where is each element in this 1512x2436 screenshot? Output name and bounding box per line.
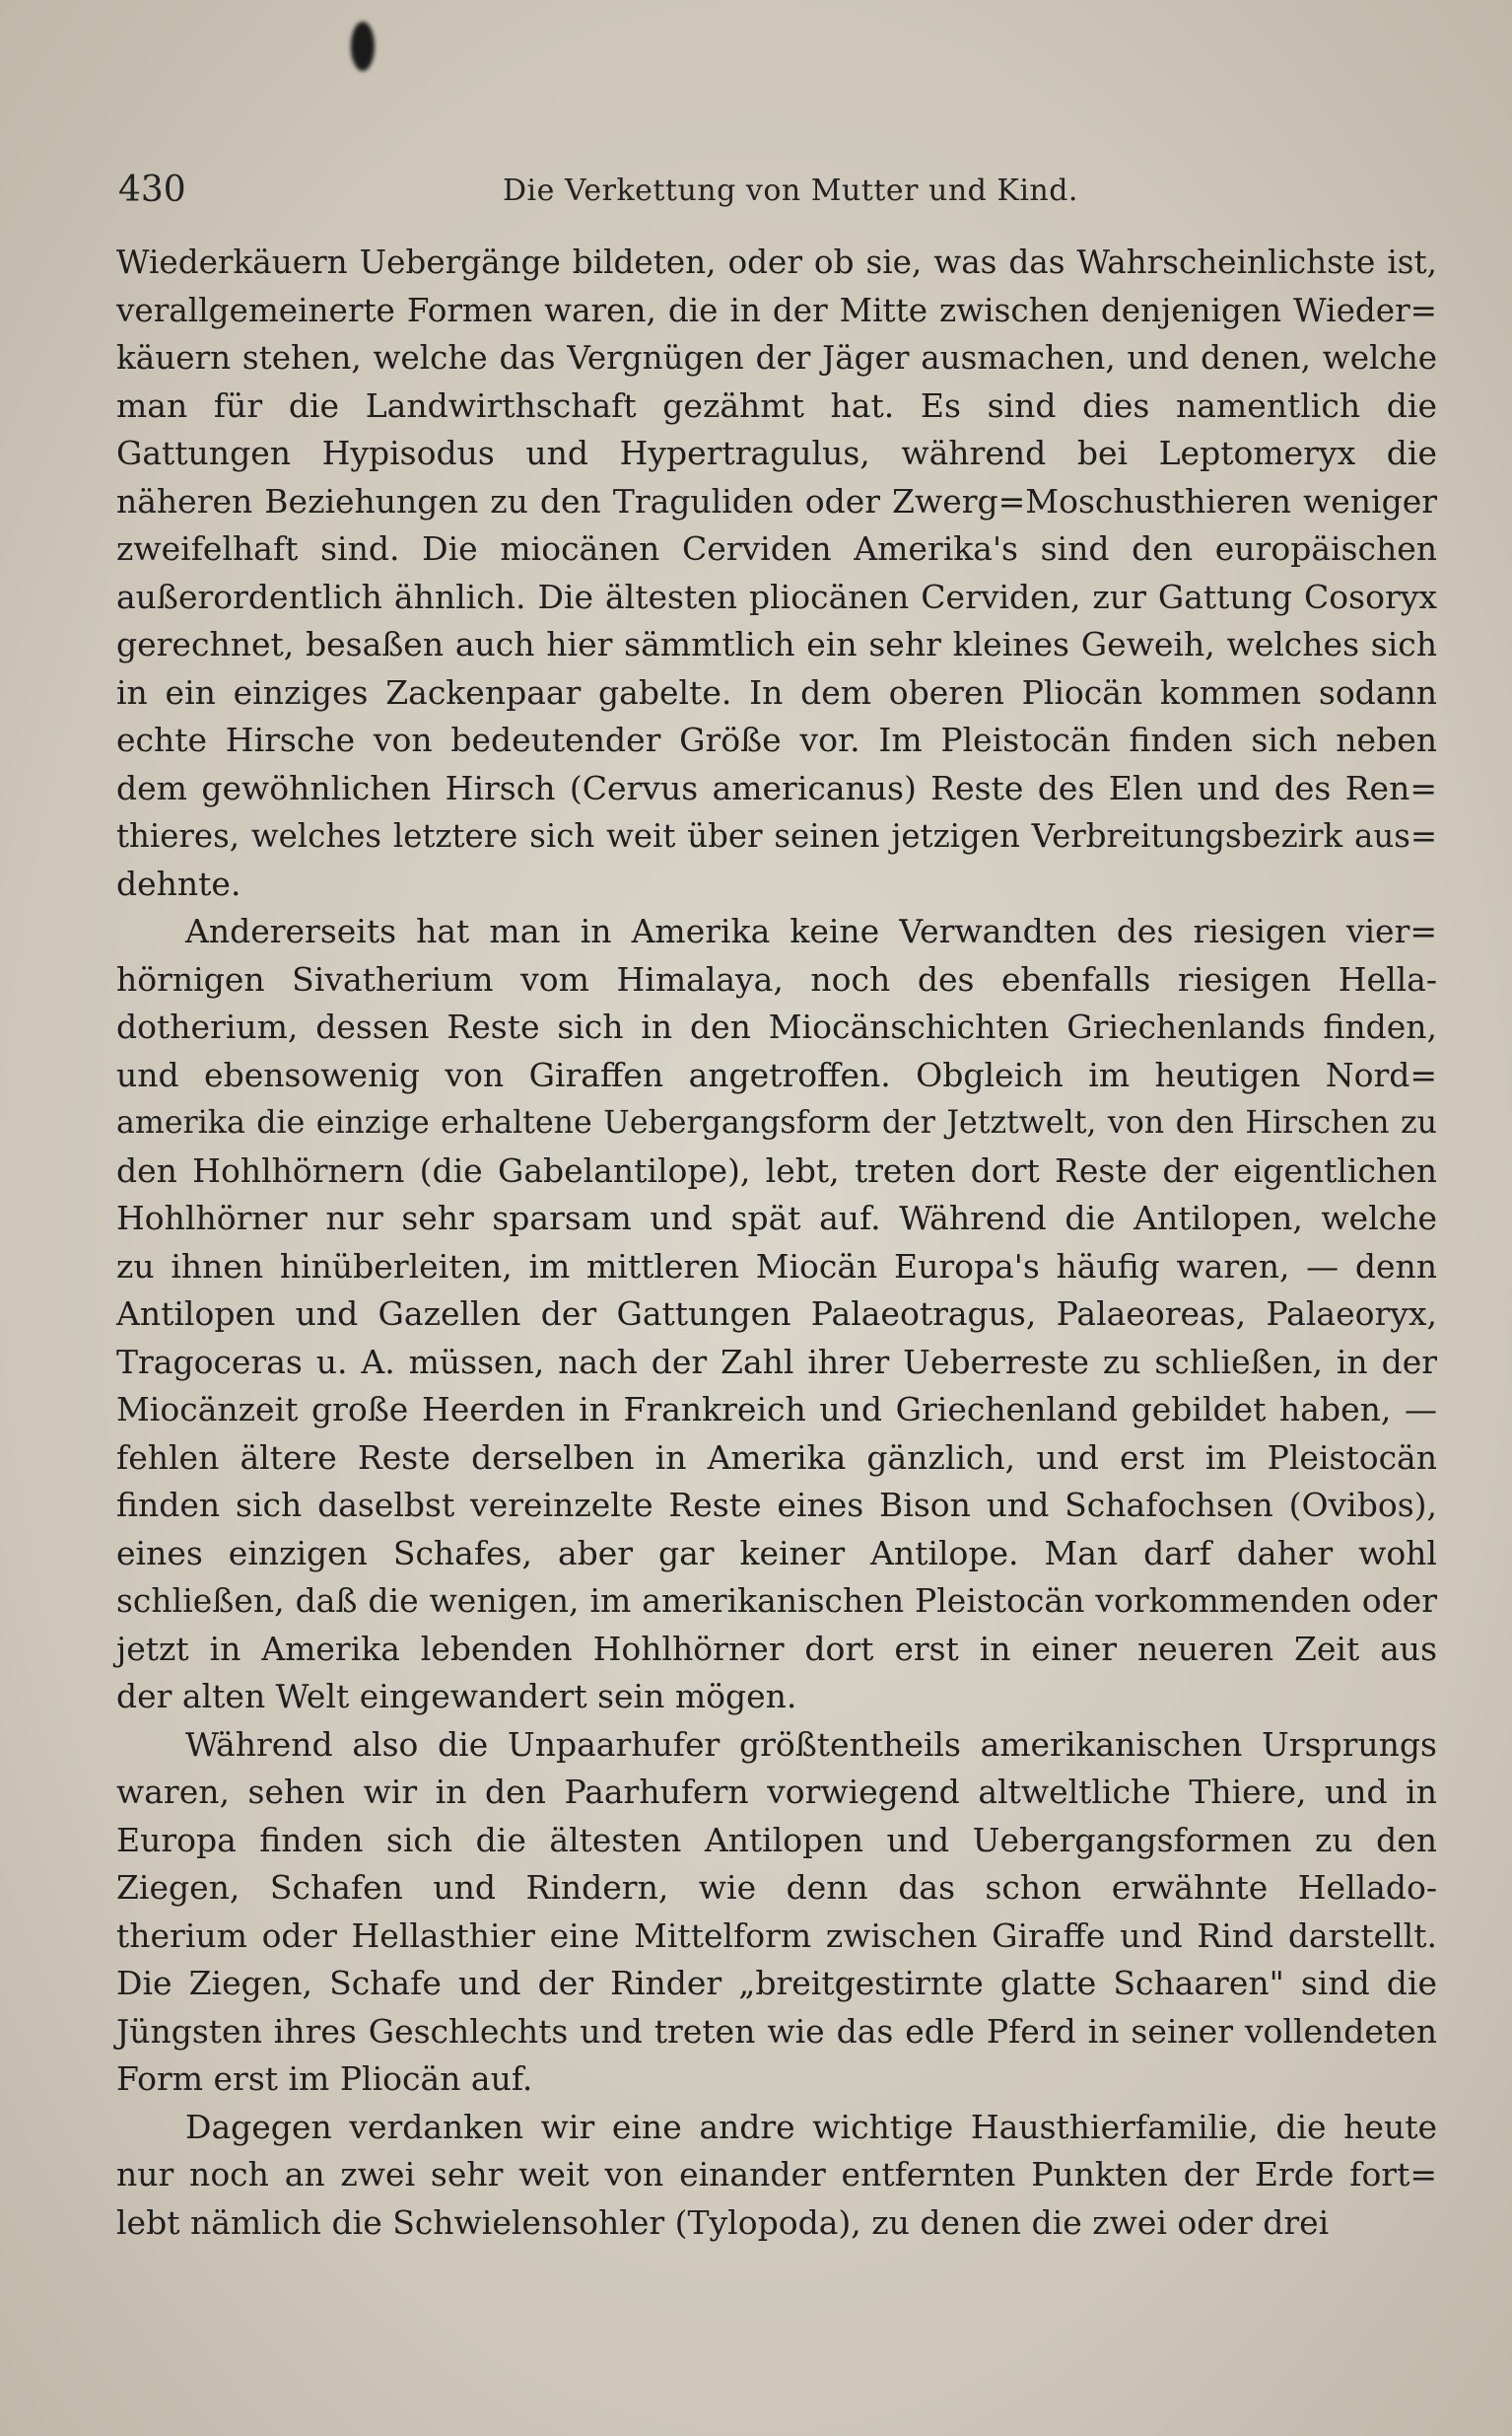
text-line: käuern stehen, welche das Vergnügen der Jäger ausmachen, und denen, welche bbox=[116, 339, 1437, 377]
text-line: fehlen ältere Reste derselben in Amerika gänzlich, und erst im Pleistocän bbox=[116, 1437, 1437, 1477]
text-line: Während also die Unpaarhufer größtentheils amerikanischen Ursprungs bbox=[185, 1724, 1437, 1764]
page-number: 430 bbox=[118, 170, 186, 210]
text-line: waren, sehen wir in den Paarhufern vorwiegend altweltliche Thiere, und in bbox=[116, 1773, 1437, 1811]
text-line: schließen, daß die wenigen, im amerikanischen Pleistocän vorkommenden oder bbox=[116, 1581, 1437, 1620]
text-line: außerordentlich ähnlich. Die ältesten pliocänen Cerviden, zur Gattung Cosoryx bbox=[116, 577, 1437, 616]
text-line: verallgemeinerte Formen waren, die in der Mitte zwischen denjenigen Wieder= bbox=[116, 291, 1437, 329]
text-line: Andererseits hat man in Amerika keine Verwandten des riesigen vier= bbox=[185, 912, 1437, 950]
text-line: Hohlhörner nur sehr sparsam und spät auf. Während die Antilopen, welche bbox=[116, 1199, 1437, 1237]
text-line: der alten Welt eingewandert sein mögen. bbox=[116, 1677, 797, 1715]
paragraph bbox=[116, 2104, 1437, 2248]
text-line: dem gewöhnlichen Hirsch (Cervus americanus) Reste des Elen und des Ren= bbox=[116, 768, 1437, 807]
text-line: gerechnet, besaßen auch hier sämmtlich ein sehr kleines Geweih, welches sich bbox=[116, 625, 1437, 663]
body-text bbox=[116, 239, 1437, 2247]
text-line: jetzt in Amerika lebenden Hohlhörner dort erst in einer neueren Zeit aus bbox=[116, 1629, 1437, 1668]
text-line: Antilopen und Gazellen der Gattungen Palaeotragus, Palaeoreas, Palaeoryx, bbox=[116, 1294, 1437, 1333]
text-line: echte Hirsche von bedeutender Größe vor. Im Pleistocän finden sich neben bbox=[116, 721, 1437, 759]
text-line: hörnigen Sivatherium vom Himalaya, noch des ebenfalls riesigen Hella- bbox=[116, 959, 1437, 999]
text-line: Ziegen, Schafen und Rindern, wie denn das schon erwähnte Hellado- bbox=[116, 1868, 1437, 1907]
text-line: Form erst im Pliocän auf. bbox=[116, 2059, 533, 2098]
text-line: Die Ziegen, Schafe und der Rinder „breitgestirnte glatte Schaaren" sind die bbox=[116, 1964, 1437, 2002]
text-line: Europa finden sich die ältesten Antilopen und Uebergangsformen zu den bbox=[116, 1820, 1437, 1859]
text-line: und ebensowenig von Giraffen angetroffen. Obgleich im heutigen Nord= bbox=[116, 1055, 1437, 1094]
text-line: Tragoceras u. A. müssen, nach der Zahl ihrer Ueberreste zu schließen, in der bbox=[116, 1342, 1437, 1381]
text-line: zu ihnen hinüberleiten, im mittleren Miocän Europa's häufig waren, — denn bbox=[116, 1246, 1437, 1286]
text-line: Dagegen verdanken wir eine andre wichtige Hausthierfamilie, die heute bbox=[185, 2107, 1437, 2146]
paragraph bbox=[116, 239, 1437, 908]
text-line: lebt nämlich die Schwielensohler (Tylopoda), zu denen die zwei oder drei bbox=[116, 2202, 1330, 2242]
text-line: dotherium, dessen Reste sich in den Miocänschichten Griechenlands finden, bbox=[116, 1008, 1437, 1046]
text-line: nur noch an zwei sehr weit von einander entfernten Punkten der Erde fort= bbox=[116, 2155, 1437, 2193]
text-line: Gattungen Hypisodus und Hypertragulus, während bei Leptomeryx die bbox=[116, 434, 1437, 472]
text-line: den Hohlhörnern (die Gabelantilope), lebt, treten dort Reste der eigentlichen bbox=[116, 1150, 1437, 1190]
text-line: zweifelhaft sind. Die miocänen Cerviden Amerika's sind den europäischen bbox=[116, 529, 1437, 568]
ink-blot bbox=[351, 22, 375, 71]
text-line: Miocänzeit große Heerden in Frankreich und Griechenland gebildet haben, — bbox=[116, 1390, 1437, 1428]
paragraph bbox=[116, 1721, 1437, 2104]
text-line: thieres, welches letztere sich weit über seinen jetzigen Verbreitungsbezirk aus= bbox=[116, 817, 1437, 855]
text-line: näheren Beziehungen zu den Traguliden oder Zwerg=Moschusthieren weniger bbox=[116, 481, 1437, 521]
text-line: finden sich daselbst vereinzelte Reste eines Bison und Schafochsen (Ovibos), bbox=[116, 1486, 1437, 1524]
text-line: amerika die einzige erhaltene Uebergangsform der Jetztwelt, von den Hirschen zu bbox=[116, 1105, 1437, 1141]
running-title: Die Verkettung von Mutter und Kind. bbox=[503, 174, 1078, 208]
page-header bbox=[118, 166, 1409, 215]
text-line: Wiederkäuern Uebergänge bildeten, oder ob sie, was das Wahrscheinlichste ist, bbox=[116, 244, 1437, 281]
text-line: in ein einziges Zackenpaar gabelte. In dem oberen Pliocän kommen sodann bbox=[116, 672, 1437, 712]
text-line: Jüngsten ihres Geschlechts und treten wie das edle Pferd in seiner vollendeten bbox=[116, 2011, 1437, 2051]
text-line: man für die Landwirthschaft gezähmt hat. Es sind dies namentlich die bbox=[116, 385, 1437, 425]
text-line: dehnte. bbox=[116, 864, 241, 903]
text-line: therium oder Hellasthier eine Mittelform zwischen Giraffe und Rind darstellt. bbox=[116, 1915, 1437, 1955]
text-line: eines einzigen Schafes, aber gar keiner Antilope. Man darf daher wohl bbox=[116, 1533, 1437, 1572]
paragraph bbox=[116, 908, 1437, 1721]
